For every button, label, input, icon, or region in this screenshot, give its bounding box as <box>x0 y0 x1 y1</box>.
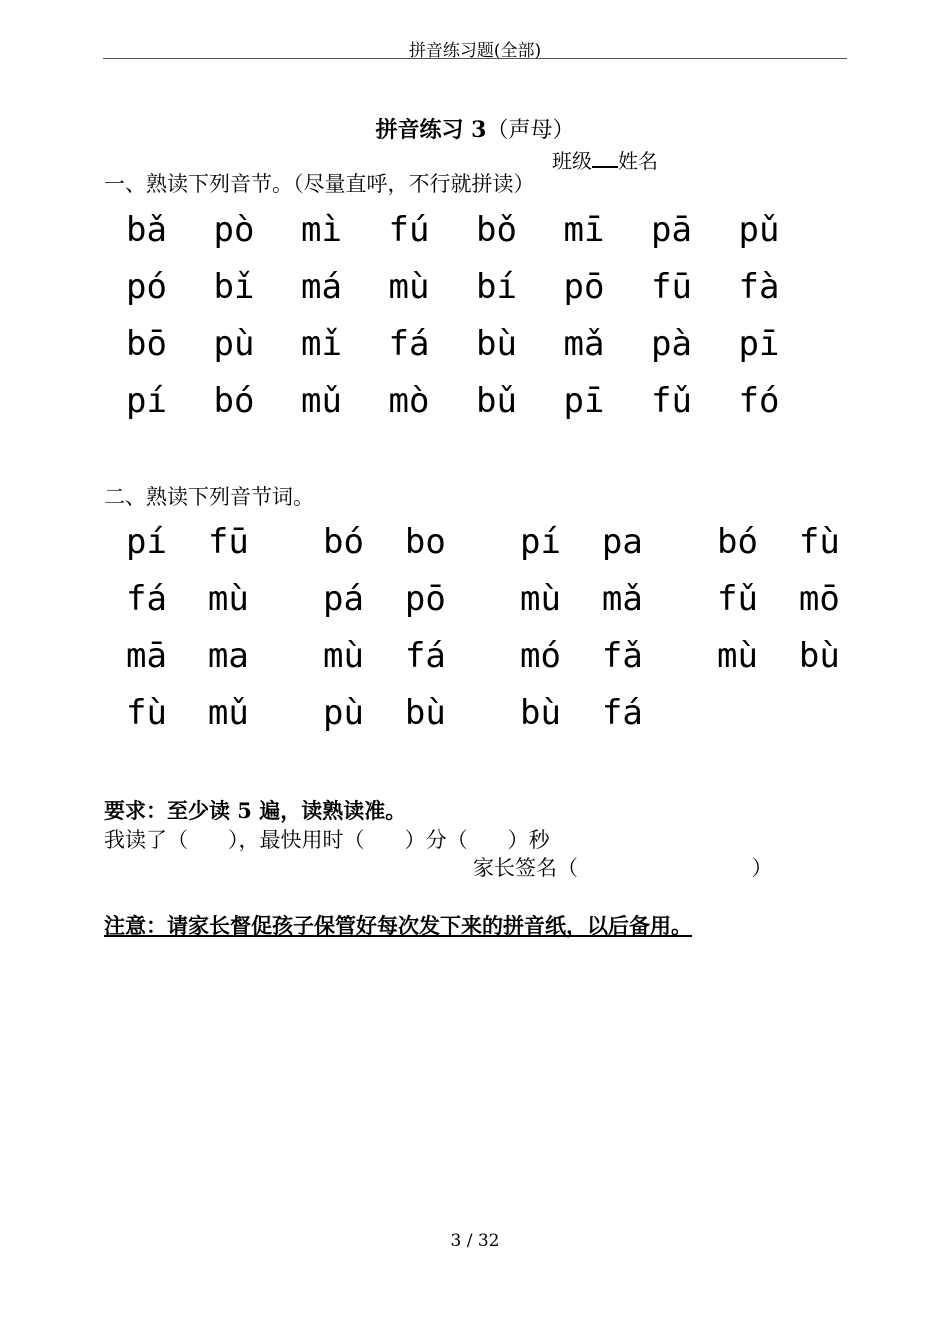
worksheet-title <box>0 113 950 144</box>
syllable: bí <box>476 266 517 307</box>
section1-label: 一、熟读下列音节。（尽量直呼，不行就拼读） <box>104 172 535 196</box>
syllable: bǎ <box>126 209 167 250</box>
class-name-line <box>552 145 658 174</box>
parent-signature-line: 家长签名（ ） <box>473 856 773 880</box>
syllable: mǔ <box>301 380 342 421</box>
syllable: fó <box>738 380 780 421</box>
name-label: 姓名 <box>618 149 658 173</box>
syllable: pā <box>651 209 692 250</box>
syllable: bǐ <box>213 266 255 307</box>
syllable-word: mù fá <box>323 635 446 676</box>
syllable-word: fá mù <box>126 578 249 619</box>
document-header: 拼音练习题(全部) <box>408 41 542 61</box>
syllable-word: fù mǔ <box>126 692 249 733</box>
syllable-word: mù mǎ <box>520 578 643 619</box>
syllable: mì <box>301 209 342 250</box>
syllable-word: mó fǎ <box>520 635 643 676</box>
syllable: pí <box>126 380 167 421</box>
syllable: pò <box>213 209 255 250</box>
syllable: fá <box>388 323 430 364</box>
syllable-row <box>126 372 826 429</box>
syllable: pī <box>563 380 605 421</box>
syllable: bō <box>126 323 167 364</box>
worksheet-title-sub: （声母） <box>486 118 575 143</box>
syllable: fū <box>651 266 692 307</box>
syllable: mī <box>563 209 605 250</box>
section2-label: 二、熟读下列音节词。 <box>104 485 314 509</box>
syllable: mò <box>388 380 430 421</box>
reading-time-line: 我读了（ ），最快用时（ ）分（ ）秒 <box>104 828 550 852</box>
syllable-word: mù bù <box>717 635 840 676</box>
word-grid <box>126 513 914 741</box>
word-row <box>126 627 914 684</box>
parent-note: 注意：请家长督促孩子保管好每次发下来的拼音纸，以后备用。 <box>104 913 692 938</box>
word-row <box>126 570 914 627</box>
syllable: fú <box>388 209 430 250</box>
syllable-word: bó bo <box>323 521 446 562</box>
syllable-row <box>126 315 826 372</box>
syllable-row <box>126 258 826 315</box>
syllable-grid <box>126 201 826 429</box>
word-row <box>126 684 914 741</box>
syllable: fà <box>738 266 780 307</box>
syllable: bǔ <box>476 380 517 421</box>
header-divider <box>103 58 847 59</box>
syllable: bù <box>476 323 517 364</box>
syllable: pǔ <box>738 209 780 250</box>
syllable: pō <box>563 266 605 307</box>
syllable-word: fǔ mō <box>717 578 840 619</box>
syllable-row <box>126 201 826 258</box>
syllable: pù <box>213 323 255 364</box>
syllable-word: mā ma <box>126 635 249 676</box>
syllable: fǔ <box>651 380 692 421</box>
syllable-word: bù fá <box>520 692 643 733</box>
syllable-word: pù bù <box>323 692 446 733</box>
syllable: mù <box>388 266 430 307</box>
word-row <box>126 513 914 570</box>
class-blank <box>592 149 618 168</box>
class-label: 班级 <box>552 149 592 173</box>
worksheet-title-main: 拼音练习 3 <box>375 117 487 143</box>
syllable-word: pá pō <box>323 578 446 619</box>
syllable: pó <box>126 266 167 307</box>
syllable: mǐ <box>301 323 342 364</box>
syllable-word: bó fù <box>717 521 840 562</box>
syllable: bǒ <box>476 209 517 250</box>
page-number: 3 / 32 <box>450 1231 500 1251</box>
reading-requirement: 要求：至少读 5 遍，读熟读准。 <box>104 798 407 823</box>
syllable-word: pí pa <box>520 521 643 562</box>
syllable: mǎ <box>563 323 605 364</box>
syllable: bó <box>213 380 255 421</box>
syllable: pī <box>738 323 780 364</box>
syllable: má <box>301 266 342 307</box>
syllable: pà <box>651 323 692 364</box>
syllable-word: pí fū <box>126 521 249 562</box>
